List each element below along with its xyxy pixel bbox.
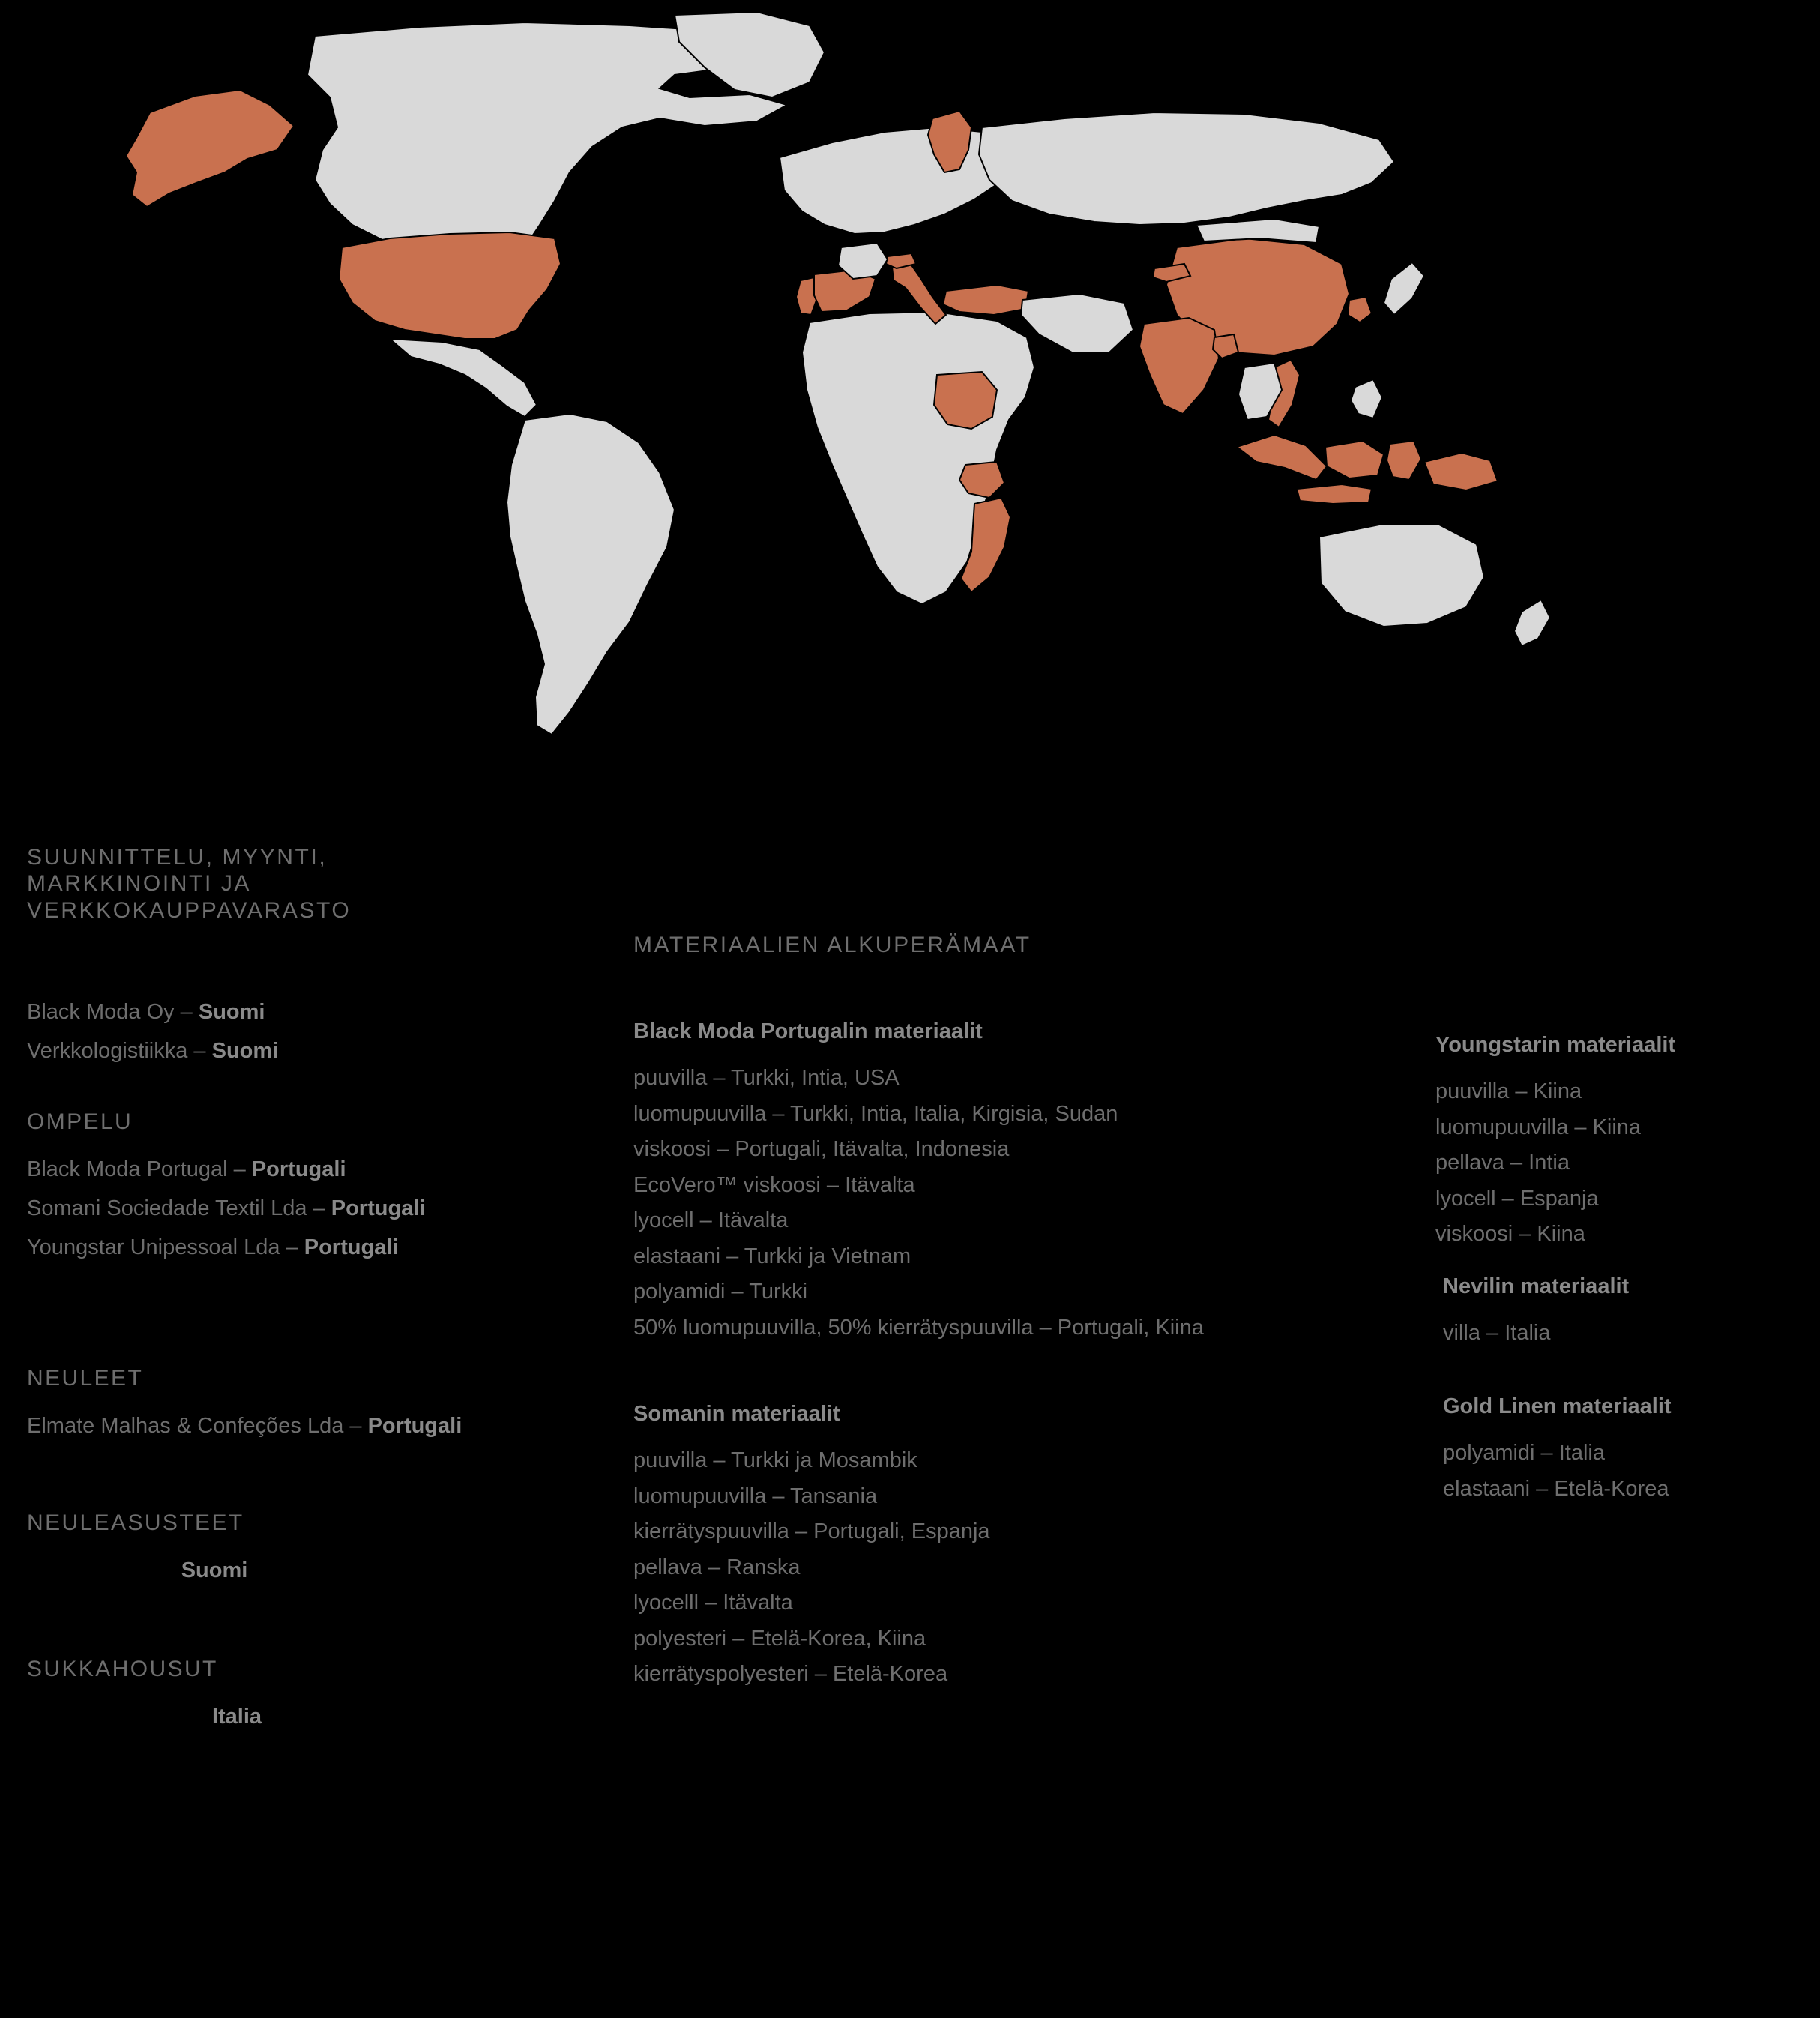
material-line: lyocell – Espanja <box>1435 1186 1599 1211</box>
material-line: polyamidi – Italia <box>1443 1441 1605 1465</box>
world-map <box>0 0 1820 795</box>
material-line: kierrätyspuuvilla – Portugali, Espanja <box>633 1519 990 1543</box>
material-line: pellava – Intia <box>1435 1151 1570 1175</box>
entry-country: Portugali <box>331 1196 426 1220</box>
group-nevil-materials <box>1443 1274 1795 1353</box>
material-line: kierrätyspolyesteri – Etelä-Korea <box>633 1662 948 1686</box>
country-indonesia-java <box>1297 484 1372 504</box>
entry-country: Portugali <box>251 1157 346 1181</box>
list-item <box>27 1036 597 1067</box>
group-black-moda-portugal-materials <box>633 1019 1420 1347</box>
entry-country: Suomi <box>211 1038 279 1063</box>
group-youngstar-materials <box>1435 1033 1788 1254</box>
material-line: puuvilla – Turkki, Intia, USA <box>633 1066 900 1090</box>
left-heading-line-2: MARKKINOINTI JA <box>27 871 252 897</box>
material-line: viskoosi – Kiina <box>1435 1222 1585 1246</box>
material-line: puuvilla – Turkki ja Mosambik <box>633 1448 917 1472</box>
entry-country: Portugali <box>367 1414 462 1438</box>
entry-name: Black Moda Oy – <box>27 1000 199 1024</box>
entry-name: Verkkologistiikka – <box>27 1038 212 1063</box>
country-turkey <box>943 285 1028 315</box>
entry-country: Italia <box>211 1705 262 1729</box>
list-item <box>27 997 597 1028</box>
material-line: lyocelll – Itävalta <box>633 1591 793 1615</box>
group-neuleet <box>27 1366 597 1450</box>
group-ompelu <box>27 1109 597 1271</box>
world-map-section <box>0 0 1820 795</box>
left-column-heading <box>27 844 447 924</box>
material-line: villa – Italia <box>1443 1321 1551 1345</box>
group-title: Black Moda Portugalin materiaalit <box>633 1019 983 1043</box>
group-somani-materials <box>633 1402 1420 1694</box>
material-line: 50% luomupuuvilla, 50% kierrätyspuuvilla – Portugali, Kiina <box>633 1315 1204 1340</box>
group-title: Nevilin materiaalit <box>1443 1274 1630 1298</box>
list-item <box>27 1411 597 1442</box>
left-heading-line-3: VERKKOKAUPPAVARASTO <box>27 897 352 923</box>
mid-column-heading: MATERIAALIEN ALKUPERÄMAAT <box>633 933 1031 957</box>
entry-country: Portugali <box>304 1235 399 1259</box>
supply-chain-legend <box>0 795 1820 1829</box>
group-gold-linen-materials <box>1443 1394 1795 1508</box>
material-line: elastaani – Turkki ja Vietnam <box>633 1244 911 1268</box>
list-item <box>27 1154 597 1186</box>
material-line: luomupuuvilla – Kiina <box>1435 1115 1642 1139</box>
entry-name: Somani Sociedade Textil Lda – <box>27 1196 331 1220</box>
material-line: elastaani – Etelä-Korea <box>1443 1476 1669 1501</box>
group-title: Somanin materiaalit <box>633 1402 840 1426</box>
material-line: lyocell – Itävalta <box>633 1208 789 1232</box>
group-sukkahousut <box>27 1657 447 1741</box>
entry-country: Suomi <box>181 1558 248 1582</box>
group-title: NEULEASUSTEET <box>27 1511 244 1535</box>
material-line: puuvilla – Kiina <box>1435 1079 1582 1103</box>
entry-name: Black Moda Portugal – <box>27 1157 252 1181</box>
group-title: Youngstarin materiaalit <box>1435 1033 1676 1057</box>
left-top-entries <box>27 997 597 1075</box>
group-title: Gold Linen materiaalit <box>1443 1394 1672 1418</box>
left-heading-line-1: SUUNNITTELU, MYYNTI, <box>27 845 328 870</box>
material-line: viskoosi – Portugali, Itävalta, Indonesia <box>633 1137 1010 1161</box>
material-line: polyesteri – Etelä-Korea, Kiina <box>633 1626 926 1651</box>
entry-country: Suomi <box>198 1000 265 1024</box>
material-line: EcoVero™ viskoosi – Itävalta <box>633 1172 915 1197</box>
material-line: pellava – Ranska <box>633 1555 801 1579</box>
entry-name: Youngstar Unipessoal Lda – <box>27 1235 304 1259</box>
list-item <box>27 1232 597 1264</box>
list-item <box>27 1702 447 1733</box>
group-neuleasusteet <box>27 1511 402 1594</box>
group-title: SUKKAHOUSUT <box>27 1657 218 1681</box>
group-title: OMPELU <box>27 1109 133 1134</box>
entry-name: Elmate Malhas & Confeções Lda – <box>27 1414 368 1438</box>
list-item <box>27 1555 402 1587</box>
material-line: polyamidi – Turkki <box>633 1280 808 1304</box>
list-item <box>27 1193 597 1225</box>
material-line: luomupuuvilla – Tansania <box>633 1484 878 1508</box>
group-title: NEULEET <box>27 1366 144 1391</box>
material-line: luomupuuvilla – Turkki, Intia, Italia, Kirgisia, Sudan <box>633 1101 1118 1126</box>
